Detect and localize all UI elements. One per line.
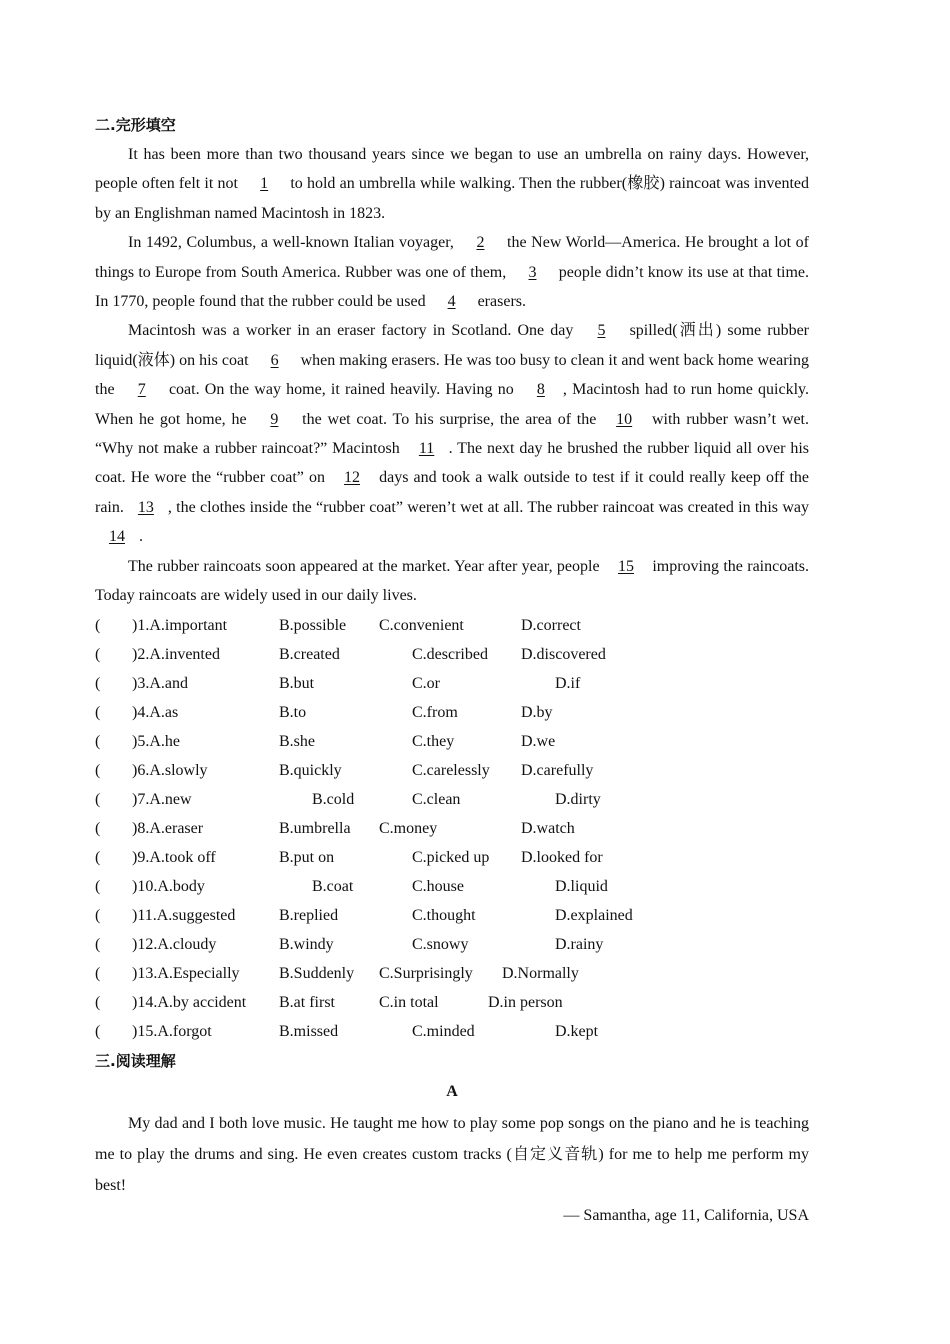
text: In 1492, Columbus, a well-known Italian voyager,	[128, 234, 459, 252]
option-d: D.looked for	[521, 848, 603, 866]
blank-13: 13	[137, 498, 154, 516]
option-b: B.coat	[312, 877, 354, 895]
answer-bracket: (	[95, 993, 101, 1011]
text: . The next day he brushed the rubber liquid all over his coat. He wore the “rubber coat” on	[95, 440, 809, 487]
reading-section-title: 三.阅读理解	[95, 1051, 176, 1070]
cloze-paragraph-3	[95, 316, 809, 551]
question-row	[95, 872, 809, 901]
option-a: )4.A.as	[132, 703, 179, 721]
text: improving the raincoats. Today raincoats are widely used in our daily lives.	[95, 557, 810, 605]
text: with rubber wasn’t wet. “Why not make a rubber raincoat?” Macintosh	[95, 410, 810, 458]
option-d: D.rainy	[555, 935, 604, 953]
answer-bracket: (	[95, 703, 101, 721]
option-c: C.Surprisingly	[379, 964, 473, 982]
option-b: B.she	[279, 732, 315, 750]
text: , Macintosh had to run home quickly. When he got home, he	[95, 381, 810, 428]
question-row	[95, 814, 809, 843]
answer-bracket: (	[95, 616, 101, 634]
option-b: B.umbrella	[279, 819, 351, 837]
answer-bracket: (	[95, 848, 101, 866]
blank-11: 11	[418, 440, 435, 458]
option-b: B.quickly	[279, 761, 342, 779]
text: Macintosh was a worker in an eraser factory in Scotland. One day	[128, 322, 580, 340]
option-d: D.watch	[521, 819, 575, 837]
passage-signature: — Samantha, age 11, California, USA	[563, 1206, 809, 1224]
option-b: B.at first	[279, 993, 335, 1011]
blank-1: 1	[260, 175, 269, 193]
option-a: )2.A.invented	[132, 645, 220, 663]
answer-bracket: (	[95, 906, 101, 924]
answer-bracket: (	[95, 645, 101, 663]
option-c: C.from	[412, 703, 458, 721]
blank-2: 2	[476, 234, 485, 252]
option-b: B.possible	[279, 616, 347, 634]
option-b: B.to	[279, 703, 307, 721]
blank-12: 12	[344, 469, 361, 487]
option-a: )15.A.forgot	[132, 1022, 212, 1040]
blank-7: 7	[137, 381, 146, 399]
blank-15: 15	[617, 557, 634, 575]
question-row	[95, 727, 809, 756]
option-c: C.snowy	[412, 935, 469, 953]
question-list	[95, 611, 809, 1046]
text: the wet coat. To his surprise, the area of the	[296, 410, 603, 428]
option-c: C.house	[412, 877, 464, 895]
cloze-section-title: 二.完形填空	[95, 116, 176, 134]
question-row	[95, 988, 809, 1017]
cloze-paragraph-1	[95, 140, 809, 228]
option-d: D.if	[555, 674, 581, 692]
cloze-paragraph-2	[95, 228, 809, 316]
question-row	[95, 756, 809, 785]
option-b: B.windy	[279, 935, 334, 953]
option-a: )6.A.slowly	[132, 761, 208, 779]
answer-bracket: (	[95, 761, 101, 779]
answer-bracket: (	[95, 877, 101, 895]
answer-bracket: (	[95, 819, 101, 837]
option-a: )9.A.took off	[132, 848, 216, 866]
option-b: B.missed	[279, 1022, 339, 1040]
answer-bracket: (	[95, 732, 101, 750]
option-d: D.discovered	[521, 645, 606, 663]
option-b: B.put on	[279, 848, 335, 866]
option-a: )1.A.important	[132, 616, 228, 634]
option-a: )7.A.new	[132, 790, 192, 808]
text: erasers.	[473, 293, 526, 311]
question-row	[95, 785, 809, 814]
reading-paragraph: My dad and I both love music. He taught me how to play some pop songs on the piano and he is teaching me to play the drums and sing. He even creates custom tracks (自定义音轨) for me to help me perform my best!	[95, 1114, 809, 1194]
option-c: C.in total	[379, 993, 439, 1011]
text: to hold an umbrella while walking. Then the rubber(橡胶) raincoat was invented by an Englishman named Macintosh in 1823.	[95, 175, 809, 222]
question-row	[95, 843, 809, 872]
option-c: C.minded	[412, 1022, 475, 1040]
answer-bracket: (	[95, 964, 101, 982]
blank-14: 14	[109, 528, 125, 546]
option-d: D.by	[521, 703, 553, 721]
question-row	[95, 1017, 809, 1046]
answer-bracket: (	[95, 1022, 101, 1040]
answer-bracket: (	[95, 674, 101, 692]
question-row	[95, 640, 809, 669]
option-a: )12.A.cloudy	[132, 935, 217, 953]
passage-label: A	[446, 1082, 458, 1100]
option-b: B.replied	[279, 906, 339, 924]
blank-9: 9	[270, 410, 279, 428]
question-row	[95, 698, 809, 727]
blank-4: 4	[447, 293, 456, 311]
option-c: C.money	[379, 819, 438, 837]
option-c: C.they	[412, 732, 455, 750]
option-a: )13.A.Especially	[132, 964, 240, 982]
blank-3: 3	[528, 263, 537, 281]
option-c: C.convenient	[379, 616, 464, 634]
blank-5: 5	[597, 322, 606, 340]
option-c: C.thought	[412, 906, 476, 924]
option-d: D.kept	[555, 1022, 599, 1040]
option-b: B.Suddenly	[279, 964, 355, 982]
question-row	[95, 669, 809, 698]
option-d: D.explained	[555, 906, 633, 924]
question-row	[95, 611, 809, 640]
option-d: D.Normally	[502, 964, 579, 982]
answer-bracket: (	[95, 790, 101, 808]
text: .	[139, 528, 143, 546]
option-a: )8.A.eraser	[132, 819, 204, 837]
text: The rubber raincoats soon appeared at the market. Year after year, people	[128, 557, 604, 575]
text: It has been more than two thousand years since we began to use an umbrella on rainy days. However, people often felt it not	[95, 146, 809, 193]
option-d: D.we	[521, 732, 556, 750]
option-a: )3.A.and	[132, 674, 188, 692]
option-a: )5.A.he	[132, 732, 180, 750]
blank-6: 6	[270, 351, 279, 369]
option-c: C.carelessly	[412, 761, 490, 779]
answer-bracket: (	[95, 935, 101, 953]
blank-10: 10	[616, 410, 633, 428]
question-row	[95, 930, 809, 959]
option-d: D.in person	[488, 993, 563, 1011]
option-a: )10.A.body	[132, 877, 205, 895]
option-a: )14.A.by accident	[132, 993, 247, 1011]
option-a: )11.A.suggested	[132, 906, 236, 924]
text: days and took a walk outside to test if it could really keep off the rain.	[95, 469, 809, 516]
text: , the clothes inside the “rubber coat” weren’t wet at all. The rubber raincoat was created in this way	[167, 498, 809, 516]
text: when making erasers. He was too busy to clean it and went back home wearing the	[95, 351, 809, 399]
question-row	[95, 901, 809, 930]
option-b: B.but	[279, 674, 315, 692]
option-d: D.carefully	[521, 761, 594, 779]
blank-8: 8	[536, 381, 545, 399]
question-row	[95, 959, 809, 988]
option-c: C.picked up	[412, 848, 490, 866]
text: coat. On the way home, it rained heavily. Having no	[163, 381, 519, 399]
option-d: D.liquid	[555, 877, 608, 895]
text: the New World—America. He brought a lot of things to Europe from South America. Rubber was one of them,	[95, 234, 810, 281]
text: people didn’t know its use at that time. In 1770, people found that the rubber could be used	[95, 263, 810, 311]
worksheet-page	[95, 110, 809, 1231]
cloze-paragraph-4	[95, 552, 809, 611]
text: spilled(洒出) some rubber liquid(液体) on his coat	[95, 322, 809, 369]
option-d: D.correct	[521, 616, 581, 634]
option-b: B.cold	[312, 790, 355, 808]
option-d: D.dirty	[555, 790, 601, 808]
option-c: C.described	[412, 645, 488, 663]
option-c: C.clean	[412, 790, 461, 808]
option-c: C.or	[412, 674, 440, 692]
option-b: B.created	[279, 645, 340, 663]
